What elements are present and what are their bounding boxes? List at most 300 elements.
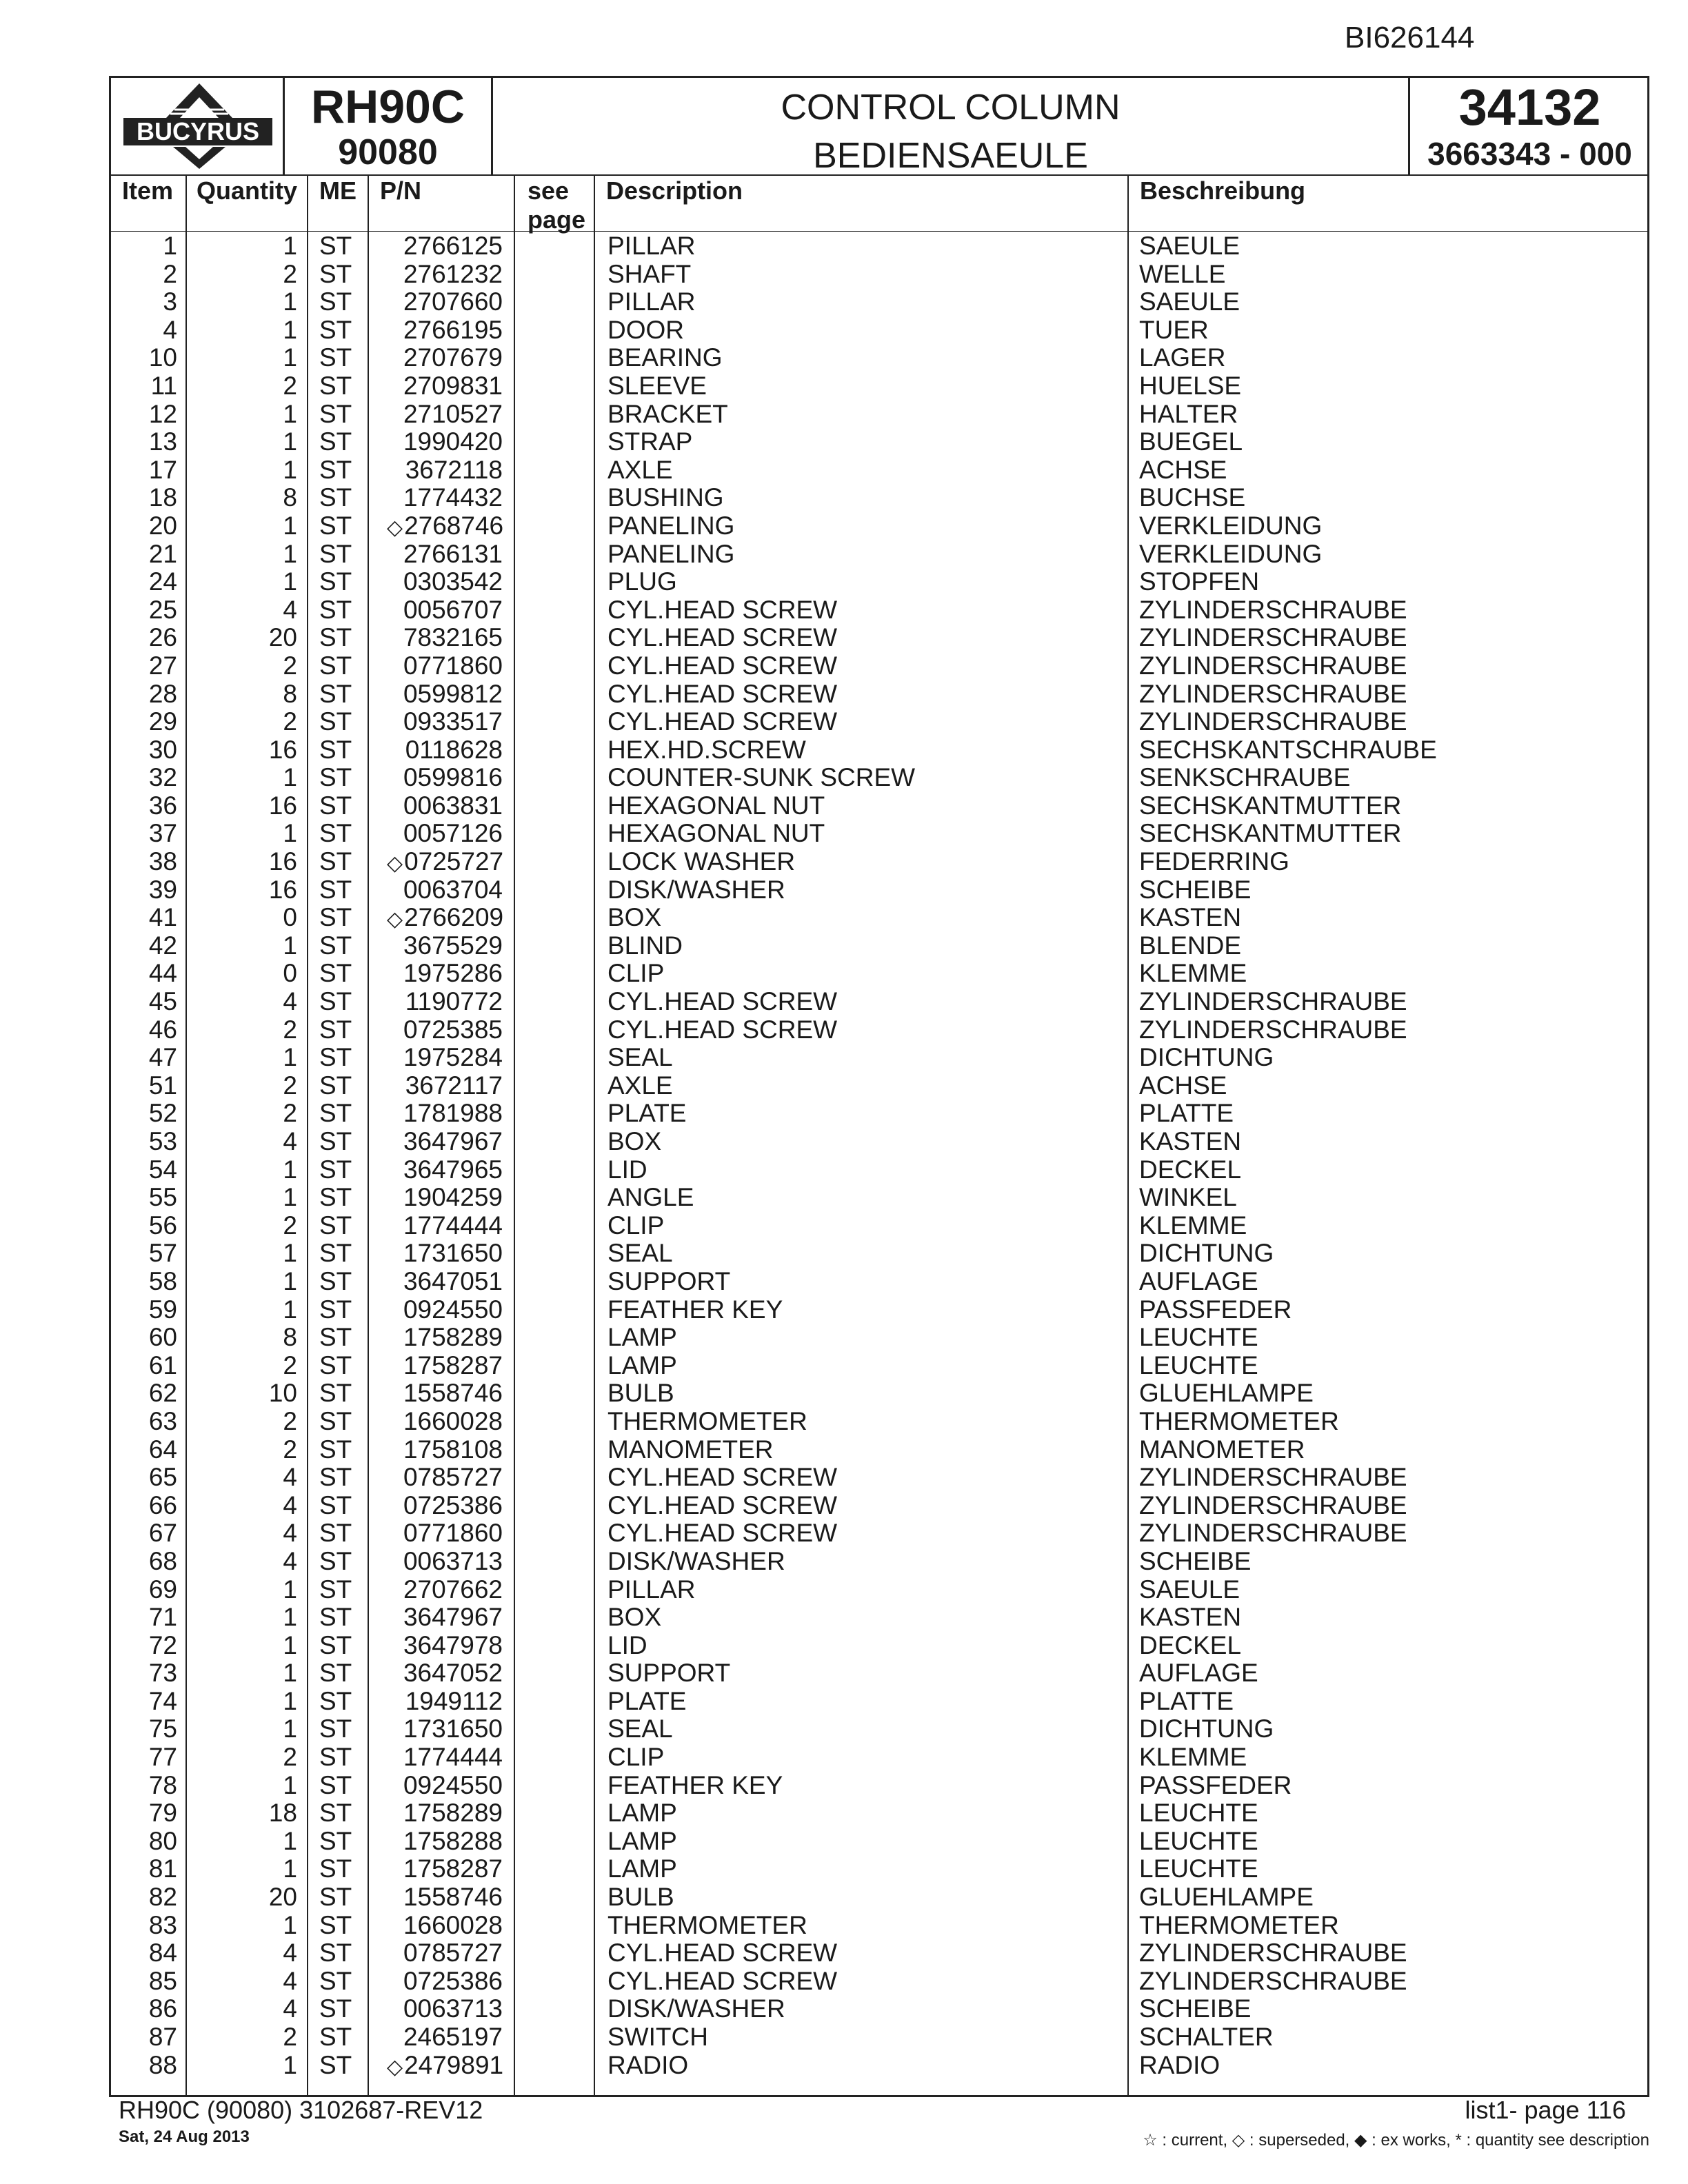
beschreibung-cell: SAEULE — [1139, 287, 1240, 316]
unit-cell: ST — [319, 651, 352, 680]
item-cell: 28 — [148, 679, 177, 708]
beschreibung-cell: BUCHSE — [1139, 483, 1246, 512]
beschreibung-cell: SCHEIBE — [1139, 1546, 1252, 1575]
description-cell: CYL.HEAD SCREW — [607, 1463, 838, 1492]
description-cell: SUPPORT — [607, 1659, 731, 1688]
table-row — [111, 232, 1647, 261]
item-cell: 65 — [148, 1463, 177, 1492]
description-cell: SEAL — [607, 1043, 673, 1072]
description-cell: COUNTER-SUNK SCREW — [607, 763, 916, 792]
unit-cell: ST — [319, 735, 352, 764]
part-number-cell — [387, 1743, 503, 1774]
column-header-see: see — [528, 176, 570, 205]
quantity-cell: 1 — [283, 931, 297, 960]
item-cell: 66 — [148, 1490, 177, 1519]
part-number-cell — [387, 1379, 503, 1410]
quantity-cell: 1 — [283, 2050, 297, 2079]
part-number-cell — [387, 652, 503, 682]
footer-page: list1- page 116 — [1465, 2096, 1626, 2124]
description-cell: HEX.HD.SCREW — [607, 735, 806, 764]
table-row — [111, 1604, 1647, 1632]
table-row — [111, 988, 1647, 1016]
unit-cell: ST — [319, 1743, 352, 1772]
table-row — [111, 1659, 1647, 1688]
part-number-cell — [387, 1128, 503, 1158]
part-number: 3675529 — [403, 931, 503, 960]
item-cell: 56 — [148, 1211, 177, 1240]
unit-cell: ST — [319, 2023, 352, 2051]
description-cell: LOCK WASHER — [607, 847, 796, 876]
table-row — [111, 261, 1647, 289]
item-cell: 69 — [148, 1575, 177, 1604]
table-row — [111, 1156, 1647, 1184]
item-cell: 29 — [148, 707, 177, 736]
beschreibung-cell: ZYLINDERSCHRAUBE — [1139, 1463, 1407, 1492]
part-number: 0725386 — [403, 1966, 503, 1995]
item-cell: 67 — [148, 1519, 177, 1548]
item-cell: 85 — [148, 1966, 177, 1995]
description-cell: BOX — [607, 1127, 662, 1155]
part-number-cell — [387, 512, 503, 543]
description-cell: AXLE — [607, 455, 673, 484]
description-cell: BOX — [607, 903, 662, 932]
superseded-mark-icon: ◇ — [387, 516, 403, 539]
unit-cell: ST — [319, 875, 352, 904]
quantity-cell: 2 — [283, 1351, 297, 1379]
part-number: 0725386 — [403, 1490, 503, 1519]
description-cell: CLIP — [607, 959, 665, 988]
unit-cell: ST — [319, 1379, 352, 1408]
part-number-cell — [387, 1212, 503, 1242]
quantity-cell: 0 — [283, 903, 297, 932]
table-row — [111, 1100, 1647, 1128]
table-row — [111, 1212, 1647, 1240]
description-cell: MANOMETER — [607, 1435, 774, 1464]
item-cell: 36 — [148, 791, 177, 820]
part-number: 1190772 — [405, 987, 503, 1016]
description-cell: DISK/WASHER — [607, 1994, 785, 2023]
unit-cell: ST — [319, 903, 352, 932]
quantity-cell: 4 — [283, 1463, 297, 1492]
item-cell: 60 — [148, 1323, 177, 1352]
beschreibung-cell: ZYLINDERSCHRAUBE — [1139, 595, 1407, 624]
beschreibung-cell: HUELSE — [1139, 371, 1242, 400]
part-number: 3647052 — [403, 1659, 503, 1688]
beschreibung-cell: LEUCHTE — [1139, 1323, 1258, 1352]
item-cell: 20 — [148, 511, 177, 540]
description-cell: LAMP — [607, 1826, 677, 1855]
item-cell: 21 — [148, 539, 177, 568]
quantity-cell: 8 — [283, 483, 297, 512]
quantity-cell: 4 — [283, 1994, 297, 2023]
beschreibung-cell: WELLE — [1139, 259, 1226, 288]
description-cell: CYL.HEAD SCREW — [607, 651, 838, 680]
unit-cell: ST — [319, 1966, 352, 1995]
part-number-cell — [387, 904, 503, 934]
part-number: 2768746 — [404, 511, 504, 540]
part-number-cell — [387, 960, 503, 990]
unit-cell: ST — [319, 343, 352, 372]
description-cell: SWITCH — [607, 2023, 708, 2051]
document-id: BI626144 — [1345, 21, 1475, 54]
quantity-cell: 1 — [283, 1266, 297, 1295]
quantity-cell: 1 — [283, 1155, 297, 1184]
unit-cell: ST — [319, 1715, 352, 1743]
description-cell: BULB — [607, 1883, 674, 1912]
part-number: 0933517 — [403, 707, 503, 736]
part-number-cell — [387, 764, 503, 794]
beschreibung-cell: ACHSE — [1139, 455, 1227, 484]
part-number-cell — [387, 288, 503, 318]
quantity-cell: 1 — [283, 567, 297, 596]
part-number-cell — [387, 1464, 503, 1494]
beschreibung-cell: PLATTE — [1139, 1686, 1234, 1715]
part-number: 1660028 — [403, 1910, 503, 1939]
part-number: 3647967 — [403, 1603, 503, 1632]
part-number-cell — [387, 624, 503, 654]
part-number-cell — [387, 1268, 503, 1298]
beschreibung-cell: TUER — [1139, 315, 1209, 344]
quantity-cell: 2 — [283, 2023, 297, 2051]
table-row — [111, 1240, 1647, 1268]
table-row — [111, 1912, 1647, 1940]
part-number: 0063704 — [403, 875, 503, 904]
item-cell: 86 — [148, 1994, 177, 2023]
column-header-me: ME — [319, 176, 356, 205]
part-number-cell — [387, 2023, 503, 2054]
table-row — [111, 1016, 1647, 1044]
unit-cell: ST — [319, 455, 352, 484]
description-cell: CYL.HEAD SCREW — [607, 1490, 838, 1519]
beschreibung-cell: ZYLINDERSCHRAUBE — [1139, 1519, 1407, 1548]
item-cell: 81 — [148, 1854, 177, 1883]
unit-cell: ST — [319, 595, 352, 624]
description-cell: CYL.HEAD SCREW — [607, 1939, 838, 1968]
part-number: 2465197 — [403, 2023, 503, 2051]
description-cell: FEATHER KEY — [607, 1770, 783, 1799]
beschreibung-cell: PLATTE — [1139, 1099, 1234, 1128]
description-cell: CYL.HEAD SCREW — [607, 1966, 838, 1995]
part-number: 2709831 — [403, 371, 503, 400]
table-row — [111, 1772, 1647, 1800]
part-number-cell — [387, 1772, 503, 1802]
beschreibung-cell: DICHTUNG — [1139, 1715, 1274, 1743]
beschreibung-cell: BUEGEL — [1139, 427, 1243, 456]
superseded-mark-icon: ◇ — [387, 852, 403, 876]
part-number: 1774432 — [403, 483, 503, 512]
table-row — [111, 820, 1647, 848]
unit-cell: ST — [319, 1295, 352, 1324]
part-number-cell — [387, 1659, 503, 1690]
part-number-cell — [387, 1828, 503, 1858]
quantity-cell: 2 — [283, 1211, 297, 1240]
column-header-beschreibung: Beschreibung — [1140, 176, 1306, 205]
quantity-cell: 1 — [283, 1295, 297, 1324]
description-cell: BEARING — [607, 343, 723, 372]
table-row — [111, 1296, 1647, 1324]
item-cell: 83 — [148, 1910, 177, 1939]
part-number: 3647051 — [403, 1266, 503, 1295]
beschreibung-cell: SENKSCHRAUBE — [1139, 763, 1351, 792]
part-number-cell — [387, 1855, 503, 1885]
unit-cell: ST — [319, 679, 352, 708]
item-cell: 75 — [148, 1715, 177, 1743]
part-number-cell — [387, 988, 503, 1018]
quantity-cell: 2 — [283, 707, 297, 736]
table-row — [111, 1184, 1647, 1212]
part-number: 3647965 — [403, 1155, 503, 1184]
superseded-mark-icon: ◇ — [387, 908, 403, 931]
footer-date: Sat, 24 Aug 2013 — [119, 2127, 250, 2146]
beschreibung-cell: HALTER — [1139, 399, 1238, 428]
part-number-cell — [387, 1519, 503, 1550]
beschreibung-cell: ZYLINDERSCHRAUBE — [1139, 1966, 1407, 1995]
part-number-cell — [387, 708, 503, 738]
table-row — [111, 344, 1647, 372]
description-cell: DOOR — [607, 315, 684, 344]
part-number-cell — [387, 1184, 503, 1214]
table-row — [111, 904, 1647, 932]
part-number: 3672118 — [405, 455, 503, 484]
unit-cell: ST — [319, 1463, 352, 1492]
item-cell: 88 — [148, 2050, 177, 2079]
part-number: 0771860 — [403, 651, 503, 680]
part-number: 0063713 — [403, 1994, 503, 2023]
table-row — [111, 1799, 1647, 1828]
part-number: 0063713 — [403, 1546, 503, 1575]
beschreibung-cell: LEUCHTE — [1139, 1351, 1258, 1379]
beschreibung-cell: RADIO — [1139, 2050, 1220, 2079]
quantity-cell: 16 — [268, 875, 297, 904]
description-cell: DISK/WASHER — [607, 1546, 785, 1575]
unit-cell: ST — [319, 1910, 352, 1939]
description-cell: SEAL — [607, 1239, 673, 1268]
part-number: 0056707 — [403, 595, 503, 624]
quantity-cell: 1 — [283, 1043, 297, 1072]
unit-cell: ST — [319, 847, 352, 876]
footer-reference: RH90C (90080) 3102687-REV12 — [119, 2096, 483, 2124]
part-number-cell — [387, 1016, 503, 1046]
column-header-item: Item — [122, 176, 174, 205]
part-number-cell — [387, 820, 503, 850]
table-row — [111, 1128, 1647, 1156]
quantity-cell: 2 — [283, 1743, 297, 1772]
part-number: 0725385 — [403, 1015, 503, 1044]
part-number-cell — [387, 316, 503, 347]
item-cell: 25 — [148, 595, 177, 624]
table-row — [111, 456, 1647, 485]
item-cell: 4 — [163, 315, 177, 344]
item-cell: 59 — [148, 1295, 177, 1324]
description-cell: LAMP — [607, 1799, 677, 1828]
part-number: 2707662 — [403, 1575, 503, 1604]
quantity-cell: 1 — [283, 539, 297, 568]
quantity-cell: 2 — [283, 371, 297, 400]
item-cell: 18 — [148, 483, 177, 512]
table-row — [111, 1632, 1647, 1660]
part-number: 2766125 — [403, 232, 503, 260]
beschreibung-cell: PASSFEDER — [1139, 1770, 1292, 1799]
item-cell: 2 — [163, 259, 177, 288]
description-cell: BRACKET — [607, 399, 728, 428]
beschreibung-cell: PASSFEDER — [1139, 1295, 1292, 1324]
beschreibung-cell: ZYLINDERSCHRAUBE — [1139, 679, 1407, 708]
unit-cell: ST — [319, 959, 352, 988]
unit-cell: ST — [319, 1351, 352, 1379]
table-row — [111, 1939, 1647, 1968]
table-row — [111, 848, 1647, 876]
quantity-cell: 1 — [283, 399, 297, 428]
table-row — [111, 1492, 1647, 1520]
unit-cell: ST — [319, 1799, 352, 1828]
item-cell: 39 — [148, 875, 177, 904]
table-row — [111, 512, 1647, 540]
table-row — [111, 1995, 1647, 2023]
beschreibung-cell: STOPFEN — [1139, 567, 1260, 596]
part-number-cell — [387, 1939, 503, 1970]
item-cell: 62 — [148, 1379, 177, 1408]
unit-cell: ST — [319, 707, 352, 736]
quantity-cell: 1 — [283, 819, 297, 848]
title-german: BEDIENSAEULE — [813, 136, 1088, 176]
part-number-cell — [387, 1156, 503, 1186]
part-number: 2707660 — [403, 287, 503, 316]
part-number-cell — [387, 1968, 503, 1998]
item-cell: 1 — [163, 232, 177, 260]
item-cell: 84 — [148, 1939, 177, 1968]
item-cell: 17 — [148, 455, 177, 484]
beschreibung-cell: THERMOMETER — [1139, 1406, 1339, 1435]
beschreibung-cell: BLENDE — [1139, 931, 1242, 960]
model-name: RH90C — [311, 81, 465, 133]
part-number: 0599816 — [403, 763, 503, 792]
part-number-cell — [387, 680, 503, 711]
unit-cell: ST — [319, 539, 352, 568]
beschreibung-cell: DICHTUNG — [1139, 1239, 1274, 1268]
beschreibung-cell: DECKEL — [1139, 1630, 1242, 1659]
part-number: 2766209 — [404, 903, 504, 932]
part-number-cell — [387, 1240, 503, 1270]
beschreibung-cell: ZYLINDERSCHRAUBE — [1139, 707, 1407, 736]
item-cell: 82 — [148, 1883, 177, 1912]
table-row — [111, 1855, 1647, 1883]
part-number-cell — [387, 1883, 503, 1914]
table-row — [111, 568, 1647, 596]
part-number: 1731650 — [403, 1239, 503, 1268]
table-row — [111, 1688, 1647, 1716]
part-number-cell — [387, 736, 503, 767]
header-divider — [111, 174, 1647, 176]
title-english: CONTROL COLUMN — [781, 88, 1121, 128]
quantity-cell: 8 — [283, 679, 297, 708]
quantity-cell: 1 — [283, 1715, 297, 1743]
part-number: 1758108 — [403, 1435, 503, 1464]
quantity-cell: 8 — [283, 1323, 297, 1352]
table-row — [111, 792, 1647, 820]
beschreibung-cell: ZYLINDERSCHRAUBE — [1139, 651, 1407, 680]
part-number-cell — [387, 1492, 503, 1522]
part-number-cell — [387, 428, 503, 458]
description-cell: PILLAR — [607, 232, 696, 260]
unit-cell: ST — [319, 371, 352, 400]
description-cell: PLATE — [607, 1686, 687, 1715]
table-row — [111, 652, 1647, 680]
unit-cell: ST — [319, 1211, 352, 1240]
part-number: 0785727 — [403, 1463, 503, 1492]
unit-cell: ST — [319, 1406, 352, 1435]
unit-cell: ST — [319, 987, 352, 1016]
unit-cell: ST — [319, 1183, 352, 1212]
column-header-quantity: Quantity — [197, 176, 298, 205]
table-row — [111, 736, 1647, 765]
description-cell: BLIND — [607, 931, 683, 960]
item-cell: 24 — [148, 567, 177, 596]
quantity-cell: 1 — [283, 1854, 297, 1883]
item-cell: 52 — [148, 1099, 177, 1128]
quantity-cell: 4 — [283, 1546, 297, 1575]
table-row — [111, 316, 1647, 345]
description-cell: SEAL — [607, 1715, 673, 1743]
unit-cell: ST — [319, 1603, 352, 1632]
part-number: 1758287 — [403, 1351, 503, 1379]
beschreibung-cell: SAEULE — [1139, 1575, 1240, 1604]
item-cell: 64 — [148, 1435, 177, 1464]
item-cell: 12 — [148, 399, 177, 428]
part-number: 1949112 — [405, 1686, 503, 1715]
unit-cell: ST — [319, 819, 352, 848]
unit-cell: ST — [319, 623, 352, 652]
part-number-cell — [387, 484, 503, 514]
description-cell: LAMP — [607, 1854, 677, 1883]
description-cell: STRAP — [607, 427, 693, 456]
part-number: 2766131 — [403, 539, 503, 568]
part-number-cell — [387, 232, 503, 263]
quantity-cell: 1 — [283, 315, 297, 344]
part-number: 0303542 — [403, 567, 503, 596]
part-number-cell — [387, 848, 503, 878]
quantity-cell: 10 — [268, 1379, 297, 1408]
description-cell: CYL.HEAD SCREW — [607, 1519, 838, 1548]
part-number-cell — [387, 344, 503, 374]
table-row — [111, 2023, 1647, 2052]
beschreibung-cell: ZYLINDERSCHRAUBE — [1139, 1490, 1407, 1519]
quantity-cell: 4 — [283, 987, 297, 1016]
unit-cell: ST — [319, 1630, 352, 1659]
beschreibung-cell: FEDERRING — [1139, 847, 1289, 876]
quantity-cell: 2 — [283, 1015, 297, 1044]
item-cell: 73 — [148, 1659, 177, 1688]
quantity-cell: 16 — [268, 847, 297, 876]
unit-cell: ST — [319, 287, 352, 316]
quantity-cell: 18 — [268, 1799, 297, 1828]
beschreibung-cell: VERKLEIDUNG — [1139, 539, 1323, 568]
quantity-cell: 1 — [283, 343, 297, 372]
part-number: 0785727 — [403, 1939, 503, 1968]
part-number: 0057126 — [403, 819, 503, 848]
part-number-cell — [387, 876, 503, 907]
table-row — [111, 1576, 1647, 1604]
beschreibung-cell: SECHSKANTMUTTER — [1139, 791, 1402, 820]
model-cell — [285, 78, 493, 174]
table-row — [111, 372, 1647, 401]
beschreibung-cell: KLEMME — [1139, 1211, 1247, 1240]
item-cell: 13 — [148, 427, 177, 456]
item-cell: 10 — [148, 343, 177, 372]
item-cell: 55 — [148, 1183, 177, 1212]
item-cell: 44 — [148, 959, 177, 988]
quantity-cell: 1 — [283, 427, 297, 456]
quantity-cell: 4 — [283, 1966, 297, 1995]
